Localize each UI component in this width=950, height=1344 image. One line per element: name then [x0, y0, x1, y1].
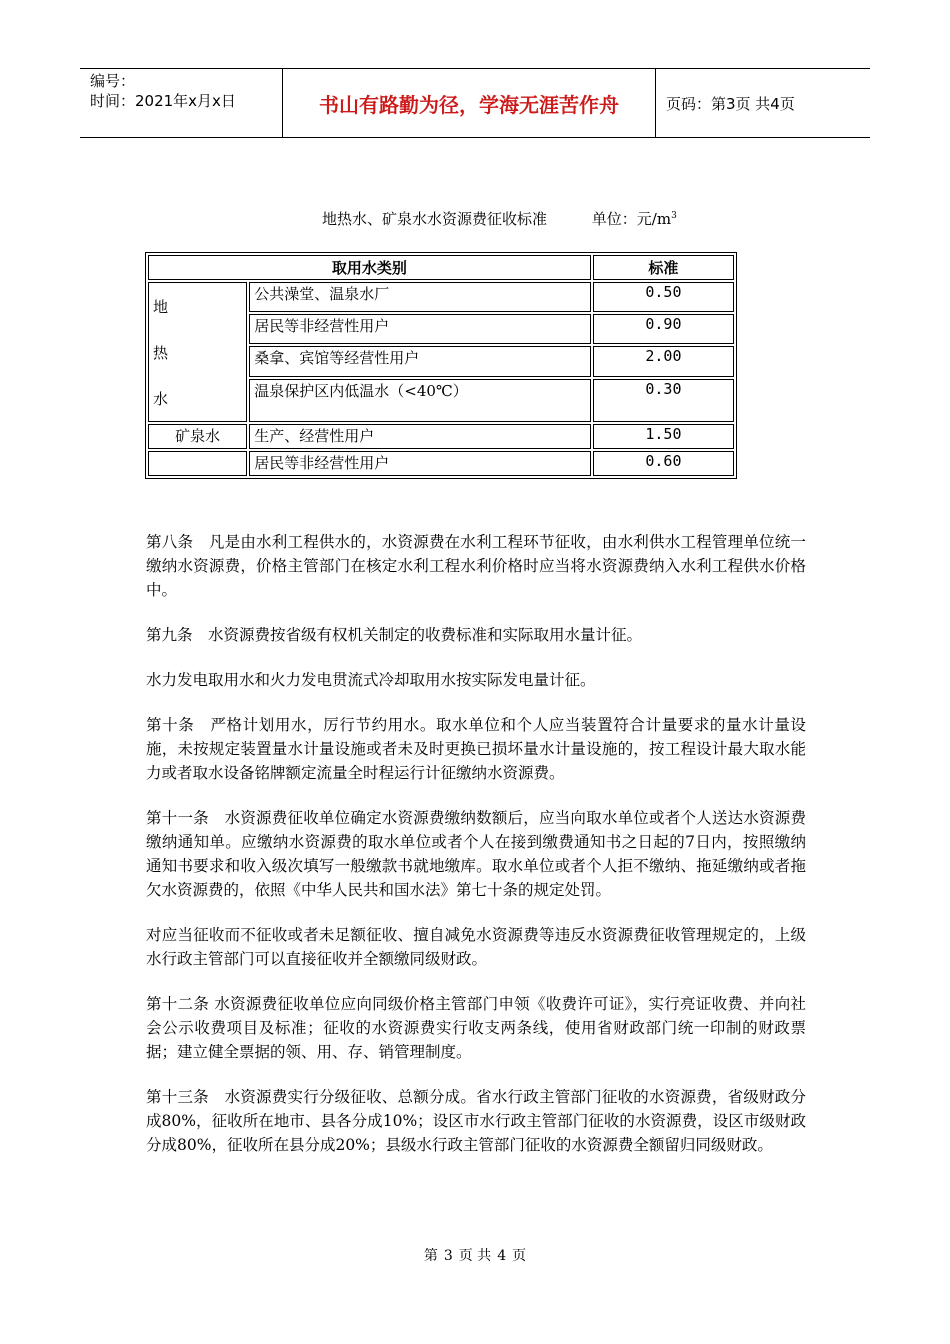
article-8: 第八条 凡是由水利工程供水的，水资源费在水利工程环节征收，由水利供水工程管理单位统一缴纳水资源费，价格主管部门在核定水利工程水利价格时应当将水资源费纳入水利工程供水价格中。: [146, 533, 806, 599]
article-9: 第九条 水资源费按省级有权机关制定的收费标准和实际取用水量计征。: [146, 626, 643, 644]
number-label: 编号：: [90, 72, 136, 90]
table-caption: [322, 208, 677, 229]
row-value: 1.50: [593, 424, 734, 449]
row-type: 温泉保护区内低温水（<40℃）: [249, 379, 591, 422]
row-value: 2.00: [593, 346, 734, 376]
row-type: 公共澡堂、温泉水厂: [249, 282, 591, 312]
table-row: [148, 451, 734, 476]
row-type: 生产、经营性用户: [249, 424, 591, 449]
article-13: 第十三条 水资源费实行分级征收、总额分成。省水行政主管部门征收的水资源费，省级财政分成80%，征收所在地市、县各分成10%；设区市水行政主管部门征收的水资源费，设区市级财政分成80%，征收所在县分成20%；县级水行政主管部门征收的水资源费全额留归同级财政。: [146, 1088, 806, 1154]
row-value: 0.60: [593, 451, 734, 476]
row-type: 桑拿、宾馆等经营性用户: [249, 346, 591, 376]
table-unit: 单位：元$/m^3$: [591, 210, 677, 228]
mineral-category: 矿泉水: [148, 424, 247, 449]
header-standard: 标准: [593, 255, 734, 280]
header-category: 取用水类别: [148, 255, 591, 280]
row-type: 居民等非经营性用户: [249, 451, 591, 476]
article-11-note: 对应当征收而不征收或者未足额征收、擅自减免水资源费等违反水资源费征收管理规定的，上级水行政主管部门可以直接征收并全额缴同级财政。: [146, 926, 806, 968]
row-value: 0.90: [593, 314, 734, 344]
row-type: 居民等非经营性用户: [249, 314, 591, 344]
row-value: 0.50: [593, 282, 734, 312]
table-header-row: [148, 255, 734, 280]
article-body: [146, 530, 806, 1178]
page-header: [80, 68, 870, 138]
table-row: [148, 282, 734, 312]
header-page-info: 页码：第3页 共4页: [666, 94, 795, 113]
table-title: 地热水、矿泉水水资源费征收标准: [322, 210, 548, 228]
article-12: 第十二条 水资源费征收单位应向同级价格主管部门申领《收费许可证》，实行亮证收费、并向社会公示收费项目及标准；征收的水资源费实行收支两条线，使用省财政部门统一印制的财政票据；建立健全票据的领、用、存、销管理制度。: [146, 995, 806, 1061]
fee-standard-table: [145, 252, 737, 479]
footer-page-number: 3: [443, 1248, 453, 1264]
article-10: 第十条 严格计划用水，厉行节约用水。取水单位和个人应当装置符合计量要求的量水计量设施，未按规定装置量水计量设施或者未及时更换已损坏量水计量设施的，按工程设计最大取水能力或者取水设备铭牌额定流量全时程运行计征缴纳水资源费。: [146, 716, 806, 782]
row-value: 0.30: [593, 379, 734, 422]
header-motto: 书山有路勤为径，学海无涯苦作舟: [282, 69, 656, 137]
footer-total-pages: 4: [497, 1248, 507, 1264]
table-row: [148, 424, 734, 449]
page-footer: 第 3 页 共 4 页: [423, 1248, 527, 1264]
mineral-category-cont: [148, 451, 247, 476]
time-label: 时间：2021年x月x日: [90, 92, 236, 110]
article-11: 第十一条 水资源费征收单位确定水资源费缴纳数额后，应当向取水单位或者个人送达水资源费缴纳通知单。应缴纳水资源费的取水单位或者个人在接到缴费通知书之日起的7日内，按照缴纳通知书要求和收入级次填写一般缴款书就地缴库。取水单位或者个人拒不缴纳、拖延缴纳或者拖欠水资源费的，依照《中华人民共和国水法》第七十条的规定处罚。: [146, 809, 806, 899]
header-meta: [80, 69, 282, 137]
article-9-note: 水力发电取用水和火力发电贯流式冷却取用水按实际发电量计征。: [146, 671, 596, 689]
geothermal-category: 地 热 水: [148, 282, 247, 422]
